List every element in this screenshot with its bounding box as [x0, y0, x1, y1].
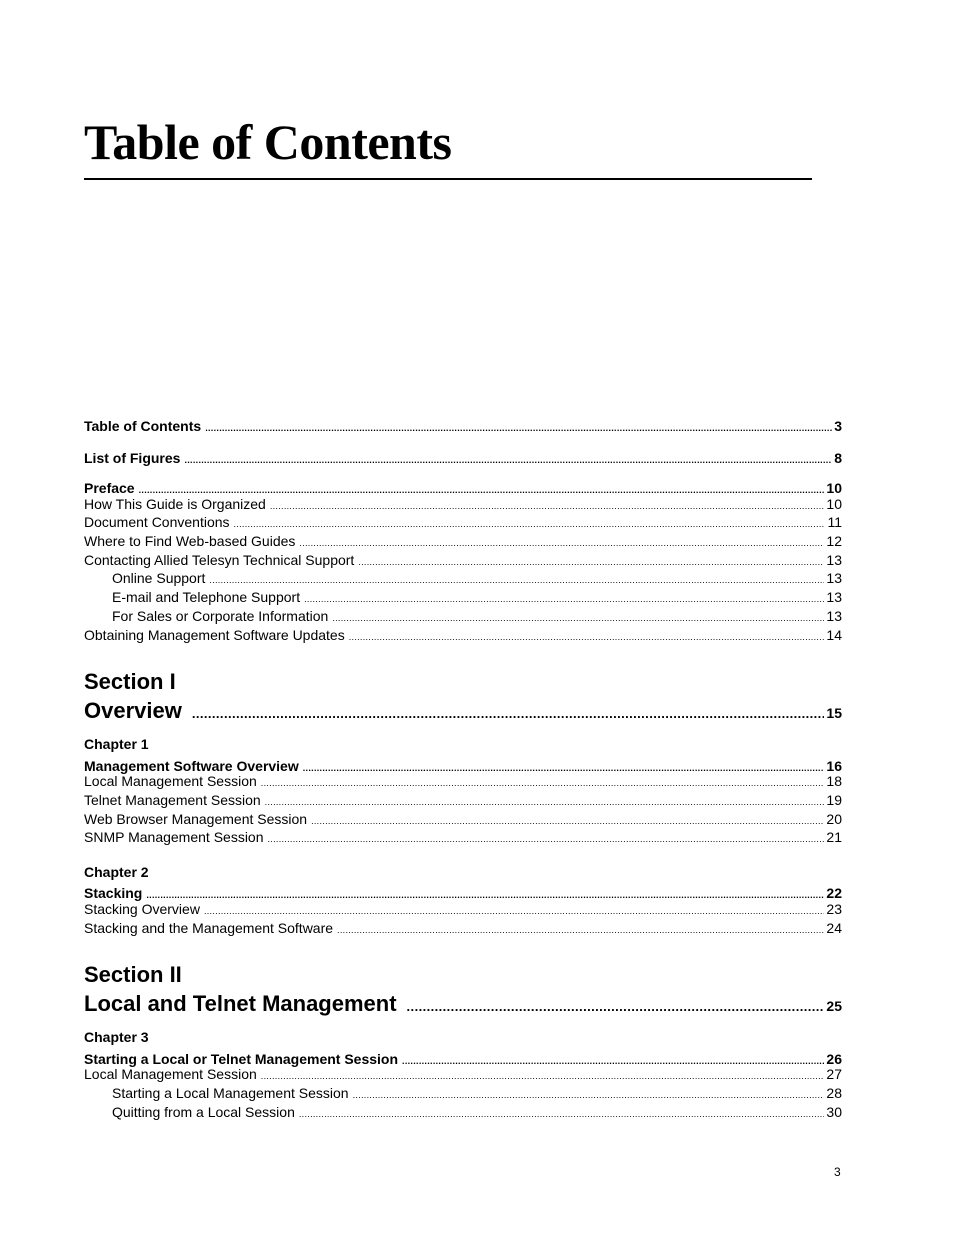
entry-title: Stacking and the Management Software	[84, 920, 334, 936]
entry-page: 3	[834, 418, 842, 434]
entry-page: 12	[826, 533, 842, 549]
entry-title: Document Conventions	[84, 514, 230, 530]
entry-title: Table of Contents	[84, 418, 202, 434]
dot-leader	[407, 993, 825, 1021]
entry-title: Stacking Overview	[84, 901, 200, 917]
toc-entry[interactable]	[84, 607, 842, 627]
section-page: 25	[826, 998, 842, 1014]
dot-leader	[304, 590, 824, 608]
entry-page: 27	[826, 1066, 842, 1082]
entry-title: Obtaining Management Software Updates	[84, 627, 345, 643]
page-number: 3	[834, 1165, 841, 1179]
entry-page: 21	[826, 829, 842, 845]
entry-page: 13	[826, 570, 842, 586]
dot-leader	[332, 609, 824, 627]
entry-title: Online Support	[112, 570, 206, 586]
entry-page: 10	[826, 480, 842, 496]
entry-page: 30	[826, 1104, 842, 1120]
toc-entry[interactable]	[84, 772, 842, 792]
dot-leader	[184, 451, 832, 469]
section-label: Section I	[84, 669, 176, 694]
toc-entry[interactable]	[84, 919, 842, 939]
toc-entry[interactable]	[84, 900, 842, 920]
dot-leader	[204, 902, 824, 920]
toc-entry[interactable]	[84, 1103, 842, 1123]
toc-entry[interactable]	[84, 791, 842, 811]
dot-leader	[299, 1105, 825, 1123]
entry-title: How This Guide is Organized	[84, 496, 266, 512]
dot-leader	[192, 700, 825, 728]
entry-title: List of Figures	[84, 450, 181, 466]
toc-entry[interactable]	[84, 417, 842, 437]
chapter-page: 22	[826, 885, 842, 901]
section-title: Overview	[84, 698, 182, 723]
chapter-page: 26	[826, 1051, 842, 1067]
section-page: 15	[826, 705, 842, 721]
entry-title: Web Browser Management Session	[84, 811, 308, 827]
entry-page: 28	[826, 1085, 842, 1101]
dot-leader	[261, 774, 825, 792]
toc-entry[interactable]	[84, 449, 842, 469]
section-title: Local and Telnet Management	[84, 991, 397, 1016]
entry-title: Contacting Allied Telesyn Technical Support	[84, 552, 355, 568]
toc-entry[interactable]	[84, 569, 842, 589]
toc-entry[interactable]	[84, 495, 842, 515]
toc-entry[interactable]	[84, 626, 842, 646]
section-label: Section II	[84, 962, 182, 987]
chapter-title: Management Software Overview	[84, 758, 299, 774]
entry-page: 11	[827, 514, 842, 530]
entry-page: 24	[826, 920, 842, 936]
entry-page: 23	[826, 901, 842, 917]
dot-leader	[234, 515, 826, 533]
entry-page: 13	[826, 552, 842, 568]
toc-entry[interactable]	[84, 1065, 842, 1085]
entry-page: 10	[826, 496, 842, 512]
entry-page: 14	[826, 627, 842, 643]
section-entry[interactable]	[84, 990, 842, 1021]
entry-title: For Sales or Corporate Information	[112, 608, 329, 624]
entry-title: Quitting from a Local Session	[112, 1104, 295, 1120]
toc-entry[interactable]	[84, 513, 842, 533]
entry-title: SNMP Management Session	[84, 829, 264, 845]
chapter-title: Starting a Local or Telnet Management Session	[84, 1051, 399, 1067]
toc-entry[interactable]	[84, 532, 842, 552]
dot-leader	[209, 571, 824, 589]
chapter-label: Chapter 2	[84, 864, 149, 880]
dot-leader	[268, 830, 825, 848]
entry-title: Preface	[84, 480, 135, 496]
toc-entry[interactable]	[84, 828, 842, 848]
entry-title: Local Management Session	[84, 1066, 257, 1082]
chapter-title: Stacking	[84, 885, 143, 901]
toc-entry[interactable]	[84, 810, 842, 830]
chapter-page: 16	[826, 758, 842, 774]
title-rule	[84, 178, 812, 180]
entry-title: Local Management Session	[84, 773, 257, 789]
dot-leader	[205, 419, 832, 437]
toc-entry[interactable]	[84, 551, 842, 571]
section-entry[interactable]	[84, 697, 842, 728]
dot-leader	[349, 628, 825, 646]
entry-title: Starting a Local Management Session	[112, 1085, 349, 1101]
entry-page: 18	[826, 773, 842, 789]
page-title: Table of Contents	[84, 114, 452, 170]
entry-title: Where to Find Web-based Guides	[84, 533, 296, 549]
toc-entry[interactable]	[84, 1084, 842, 1104]
chapter-label: Chapter 1	[84, 736, 149, 752]
entry-page: 8	[834, 450, 842, 466]
entry-page: 19	[826, 792, 842, 808]
entry-title: E-mail and Telephone Support	[112, 589, 301, 605]
entry-title: Telnet Management Session	[84, 792, 261, 808]
dot-leader	[261, 1067, 825, 1085]
entry-page: 13	[826, 608, 842, 624]
entry-page: 20	[826, 811, 842, 827]
dot-leader	[265, 793, 825, 811]
dot-leader	[337, 921, 824, 939]
dot-leader	[353, 1086, 825, 1104]
chapter-label: Chapter 3	[84, 1029, 149, 1045]
entry-page: 13	[826, 589, 842, 605]
dot-leader	[299, 534, 824, 552]
toc-entry[interactable]	[84, 588, 842, 608]
